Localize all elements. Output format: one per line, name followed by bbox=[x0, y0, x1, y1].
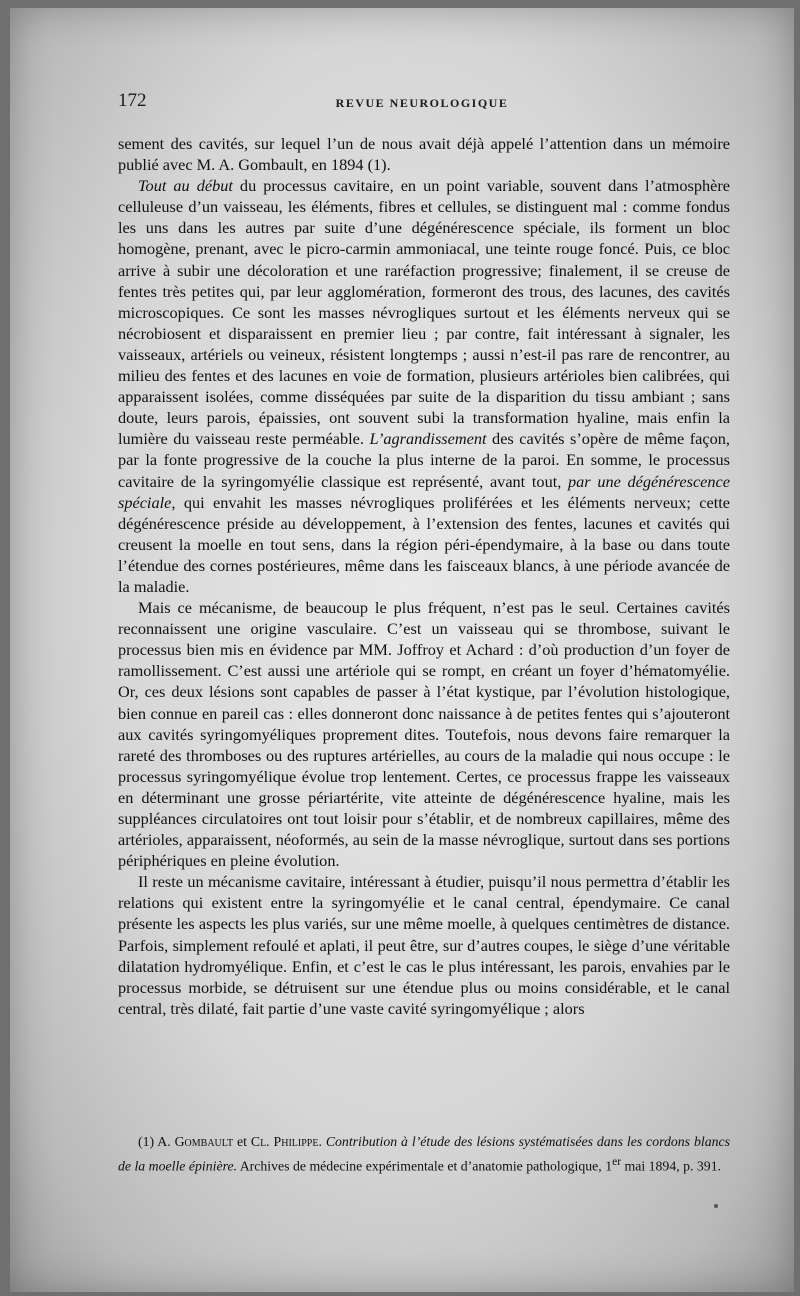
scanned-page bbox=[10, 8, 794, 1292]
italic-text: Contribution à l’étude des lésions systématisées dans les cordons blancs de la moelle épinière. bbox=[118, 1134, 730, 1174]
paragraph bbox=[118, 597, 730, 871]
text-segment: des cavités s’opère de même façon, par la fonte progressive de la couche la plus interne de la paroi. En somme, le processus cavitaire de la syringomyélie classique est représenté, avant tout, bbox=[118, 429, 730, 491]
running-title: REVUE NEUROLOGIQUE bbox=[335, 96, 509, 110]
paragraph bbox=[118, 175, 730, 597]
text-segment: Mais ce mécanisme, de beaucoup le plus fréquent, n’est pas le seul. Certaines cavités reconnaissent une origine vasculaire. C’est un vaisseau qui se thrombose, suivant le processus bien mis en évidence par MM. Joffroy et Achard : d’où production d’un foyer de ramollissement. C’est aussi une artériole qui se rompt, en créant un foyer d’hématomyélie. Or, ces deux lésions sont capables de passer à l’état kystique, par l’évolution histologique, bien connue en pareil cas : elles donneront donc naissance à de petites fentes qui s’ajouteront aux cavités syringomyéliques proprement dites. Toutefois, nous devons faire remarquer la rareté des thromboses ou des ruptures artérielles, au cours de la maladie qui nous occupe : le processus syringomyélique évolue trop lentement. Certes, ce processus frappe les vaisseaux en déterminant une grosse périartérite, vite atteinte de dégénérescence hyaline, mais les suppléances circulatoires ont tout loisir pour s’établir, et de nombreux capillaires, même des artérioles, apparaissent, néoformés, au sein de la masse névroglique, surtout dans ses portions périphériques en pleine évolution. bbox=[118, 598, 730, 871]
text-segment: mai 1894, p. 391. bbox=[621, 1158, 722, 1174]
paragraph bbox=[118, 871, 730, 1019]
page-number: 172 bbox=[118, 90, 147, 111]
italic-text: L’agrandissement bbox=[369, 429, 487, 449]
text-segment: . bbox=[318, 1134, 326, 1149]
superscript: er bbox=[612, 1156, 622, 1168]
text-segment: Il reste un mécanisme cavitaire, intéressant à étudier, puisqu’il nous permettra d’établir les relations qui existent entre la syringomyélie et le canal central, épendymaire. Ce canal présente les aspects les plus variés, sur une même moelle, à quelques centimètres de distance. Parfois, simplement refoulé et aplati, il peut être, sur d’autres coupes, le siège d’une véritable dilatation hydromyélique. Enfin, et c’est le cas le plus intéressant, les parois, envahies par le processus morbide, se détruisent sur une étendue plus ou moins considérable, et le canal central, très dilaté, fait partie d’une vaste cavité syringomyélique ; alors bbox=[118, 872, 730, 1018]
paragraph bbox=[118, 133, 730, 175]
author-name: Gombault bbox=[174, 1134, 234, 1149]
scan-speck bbox=[714, 1204, 718, 1208]
text-segment: qui envahit les masses névrogliques proliférées et les éléments nerveux; cette dégénérescence préside au développement, à l’extension des fentes, lacunes et cavités qui creusent la moelle en tout sens, dans la région péri-épendymaire, à la base ou dans toute l’étendue des cornes postérieures, même dans les faisceaux blancs, à une période avancée de la maladie. bbox=[118, 492, 730, 596]
footnote-text bbox=[118, 1132, 730, 1177]
footnote bbox=[118, 1132, 730, 1177]
text-segment: Archives de médecine expérimentale et d’anatomie pathologique, 1 bbox=[237, 1158, 613, 1174]
body-text bbox=[118, 133, 730, 1019]
text-segment: (1) A. bbox=[138, 1134, 175, 1149]
text-segment: du processus cavitaire, en un point variable, souvent dans l’atmosphère celluleuse d’un vaisseau, les éléments, fibres et cellules, se distinguent mal : comme fondus les uns dans les autres par suite d’une dégénérescence spéciale, ils forment un bloc homogène, prenant, avec le picro-carmin ammoniacal, une teinte rouge foncé. Puis, ce bloc arrive à subir une décoloration et une raréfaction progressive; finalement, il se creuse de fentes très petites qui, par leur agglomération, formeront des trous, des lacunes, des cavités microscopiques. Ce sont les masses névrogliques surtout et les éléments nerveux qui se nécrobiosent et disparaissent en premier lieu ; par contre, fait intéressant à signaler, les vaisseaux, artériels ou veineux, résistent longtemps ; aussi n’est-il pas rare de rencontrer, au milieu des fentes et des lacunes en voie de formation, plusieurs artérioles bien calibrées, qui apparaissent isolées, comme disséquées par suite de la disparition du tissu ambiant ; sans doute, leurs parois, épaissies, ont souvent subi la transformation hyaline, mais enfin la lumière du vaisseau reste perméable. bbox=[118, 176, 730, 449]
text-segment: sement des cavités, sur lequel l’un de nous avait déjà appelé l’attention dans un mémoire publié avec M. A. Gombault, en 1894 (1). bbox=[118, 134, 730, 175]
author-name: Cl. Philippe bbox=[250, 1134, 319, 1149]
page-header bbox=[108, 90, 736, 118]
text-segment: et bbox=[233, 1134, 251, 1149]
italic-text: par une dégénérescence spéciale, bbox=[118, 471, 730, 512]
italic-text: Tout au début bbox=[138, 176, 233, 196]
